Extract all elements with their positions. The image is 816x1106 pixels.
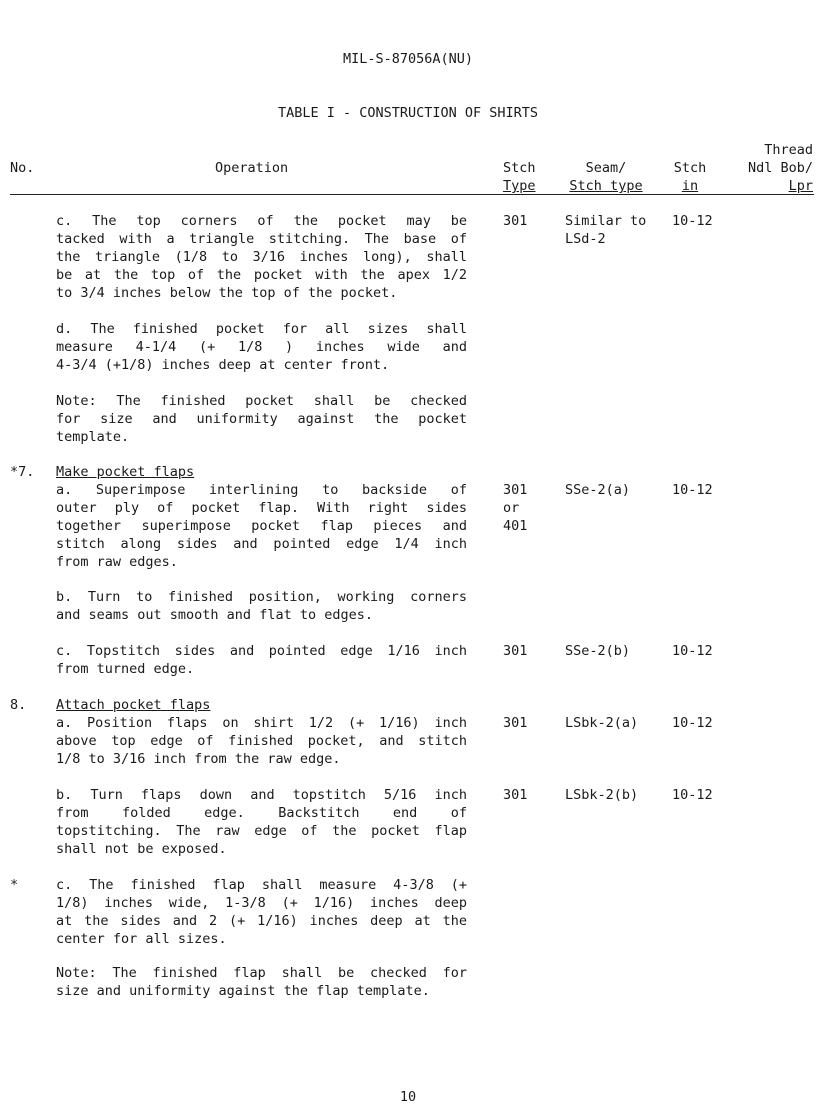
header-stch-type-line-1: Stch [503, 160, 536, 176]
stch-type-cell [503, 786, 527, 804]
header-stch-type-line-2: Type [503, 178, 536, 194]
text-line: b. Turn flaps down and topstitch 5/16 inch [56, 787, 467, 803]
seam-cell [565, 786, 638, 804]
stch-type-value: 301 [503, 715, 528, 731]
step-d-pocket [56, 320, 467, 374]
header-rule [10, 194, 814, 195]
header-no: No. [10, 160, 35, 176]
step-b-turn-flaps [56, 786, 467, 858]
text-line: Note: The finished pocket shall be checked [56, 393, 467, 409]
text-line: a. Superimpose interlining to backside of [56, 482, 467, 498]
note-pocket [56, 392, 467, 446]
text-line: from raw edges. [56, 554, 178, 570]
header-thread-line-2: Ndl Bob/ [747, 160, 813, 176]
seam-value: SSe-2(b) [565, 643, 631, 659]
stch-type-value: 301 [503, 482, 528, 498]
seam-value: LSbk-2(b) [565, 787, 639, 803]
stch-in-cell: 10-12 [672, 213, 713, 229]
stch-type-cell [503, 481, 527, 535]
stch-in-cell: 10-12 [672, 482, 713, 498]
step-c-flap-measure [56, 876, 467, 948]
stch-in-cell: 10-12 [672, 643, 713, 659]
text-line: b. Turn to finished position, working corners [56, 589, 467, 605]
item-heading-attach-pocket-flaps: Attach pocket flaps [56, 697, 211, 713]
step-c-topstitch [56, 642, 467, 678]
stch-type-value: 401 [503, 518, 528, 534]
seam-cell [565, 714, 638, 732]
text-line: a. Position flaps on shirt 1/2 (+ 1/16) inch [56, 715, 467, 731]
text-line: topstitching. The raw edge of the pocket flap [56, 823, 467, 839]
text-line: d. The finished pocket for all sizes shall [56, 321, 467, 337]
text-line: above top edge of finished pocket, and stitch [56, 733, 467, 749]
header-operation: Operation [215, 160, 289, 176]
header-thread-line-1: Thread [764, 142, 813, 158]
text-line: template. [56, 429, 130, 445]
text-line: tacked with a triangle stitching. The base of [56, 231, 467, 247]
header-stch-in-line-2: in [681, 178, 699, 194]
step-a-position [56, 714, 467, 768]
note-flap [56, 964, 467, 1000]
item-number-8: 8. [10, 697, 27, 713]
text-line: Note: The finished flap shall be checked for [56, 965, 467, 981]
text-line: be at the top of the pocket with the apex 1/2 [56, 267, 467, 283]
text-line: c. The top corners of the pocket may be [56, 213, 467, 229]
seam-value: LSd-2 [565, 231, 606, 247]
stch-type-cell [503, 212, 527, 230]
table-title: TABLE I - CONSTRUCTION OF SHIRTS [277, 105, 539, 121]
seam-value: SSe-2(a) [565, 482, 631, 498]
revision-marker: * [10, 877, 19, 893]
text-line: c. The finished flap shall measure 4-3/8 (+ [56, 877, 467, 893]
text-line: 1/8 to 3/16 inch from the raw edge. [56, 751, 341, 767]
stch-type-value: 301 [503, 787, 528, 803]
text-line: 4-3/4 (+1/8) inches deep at center front. [56, 357, 390, 373]
text-line: 1/8) inches wide, 1-3/8 (+ 1/16) inches deep [56, 895, 467, 911]
text-line: stitch along sides and pointed edge 1/4 inch [56, 536, 467, 552]
header-thread [741, 141, 813, 195]
header-seam-line-1: Seam/ [585, 160, 627, 176]
header-seam-line-2: Stch type [569, 178, 643, 194]
text-line: the triangle (1/8 to 3/16 inches long), shall [56, 249, 467, 265]
text-line: together superimpose pocket flap pieces and [56, 518, 467, 534]
stch-type-value: 301 [503, 643, 528, 659]
text-line: for size and uniformity against the pocket [56, 411, 467, 427]
stch-type-value: 301 [503, 213, 528, 229]
seam-value: LSbk-2(a) [565, 715, 639, 731]
text-line: size and uniformity against the flap template. [56, 983, 430, 999]
text-line: center for all sizes. [56, 931, 227, 947]
header-stch-in [672, 159, 708, 195]
stch-type-value: or [503, 500, 520, 516]
seam-cell [565, 481, 630, 499]
seam-value: Similar to [565, 213, 647, 229]
header-stch-type [503, 159, 536, 195]
step-b-turn [56, 588, 467, 624]
header-seam-stch-type [565, 159, 647, 195]
text-line: from folded edge. Backstitch end of [56, 805, 467, 821]
header-stch-in-line-1: Stch [673, 160, 707, 176]
header-thread-line-3: Lpr [788, 178, 813, 194]
item-heading-make-pocket-flaps: Make pocket flaps [56, 464, 195, 480]
text-line: from turned edge. [56, 661, 195, 677]
seam-cell [565, 212, 646, 248]
page-number: 10 [399, 1089, 417, 1105]
text-line: and seams out smooth and flat to edges. [56, 607, 373, 623]
text-line: measure 4-1/4 (+ 1/8 ) inches wide and [56, 339, 467, 355]
step-a-superimpose [56, 481, 467, 571]
text-line: outer ply of pocket flap. With right sides [56, 500, 467, 516]
document-id: MIL-S-87056A(NU) [342, 51, 474, 67]
stch-type-cell [503, 642, 527, 660]
seam-cell [565, 642, 630, 660]
text-line: to 3/4 inches below the top of the pocket. [56, 285, 398, 301]
stch-in-cell: 10-12 [672, 715, 713, 731]
step-c-corners [56, 212, 467, 302]
stch-in-cell: 10-12 [672, 787, 713, 803]
text-line: c. Topstitch sides and pointed edge 1/16 inch [56, 643, 467, 659]
text-line: shall not be exposed. [56, 841, 227, 857]
stch-type-cell [503, 714, 527, 732]
text-line: at the sides and 2 (+ 1/16) inches deep at the [56, 913, 467, 929]
item-number-7: *7. [10, 464, 35, 480]
